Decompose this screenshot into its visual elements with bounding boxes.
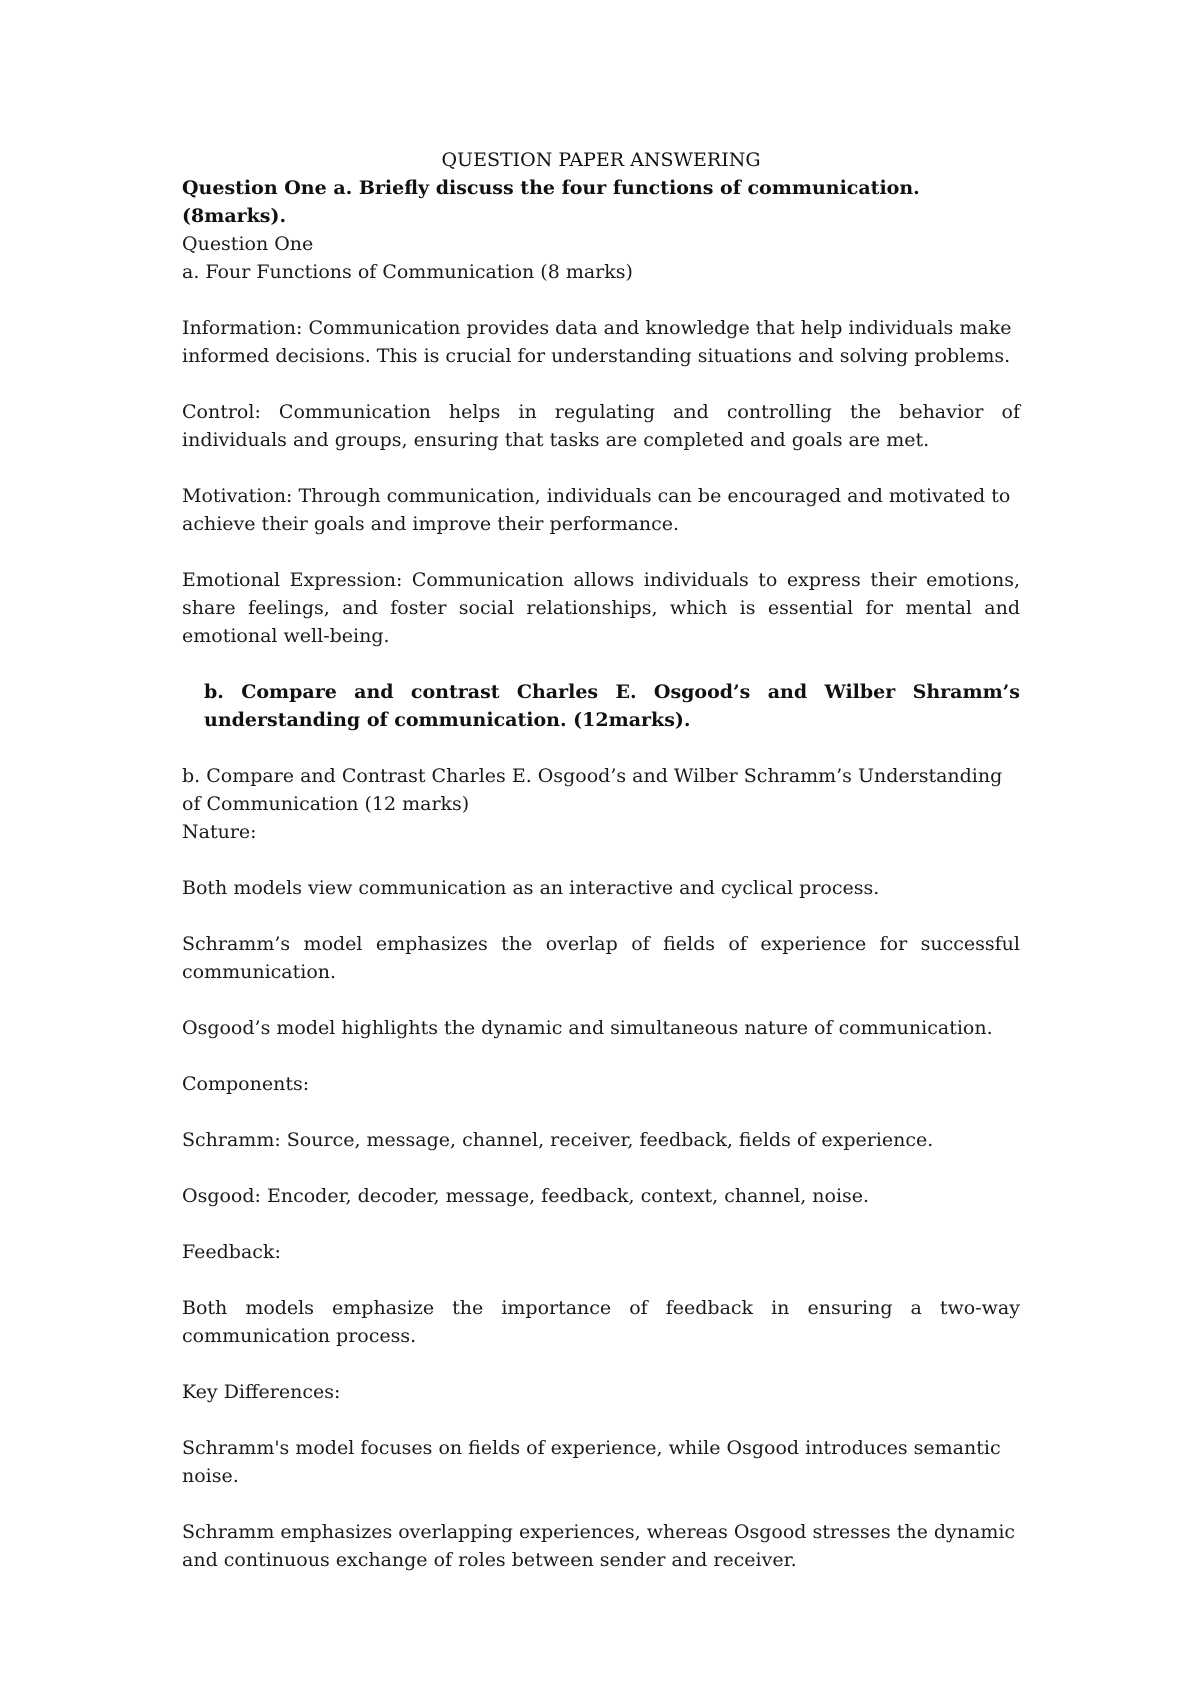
paragraph-feedback: Both models emphasize the importance of feedback in ensuring a two-way communication process. — [182, 1297, 1020, 1347]
paragraph-control: Control: Communication helps in regulating and controlling the behavior of individuals and groups, ensuring that tasks are completed and goals are met. — [182, 401, 1020, 451]
nature-label: Nature: — [182, 821, 257, 843]
paragraph-both-models: Both models view communication as an interactive and cyclical process. — [182, 877, 880, 899]
question-one-heading: Question One a. Briefly discuss the four functions of communication. (8marks). — [182, 177, 920, 227]
question-one-b-heading: b. Compare and contrast Charles E. Osgood’s and Wilber Shramm’s understanding of communication. (12marks). — [204, 681, 1020, 731]
paragraph-motivation: Motivation: Through communication, individuals can be encouraged and motivated to achieve their goals and improve their performance. — [182, 485, 1011, 535]
feedback-label: Feedback: — [182, 1241, 281, 1263]
question-one-b-label: b. Compare and Contrast Charles E. Osgood’s and Wilber Schramm’s Understanding of Communication (12 marks) — [182, 765, 1003, 815]
document-title: QUESTION PAPER ANSWERING — [441, 149, 761, 171]
document-body — [182, 146, 1020, 1574]
paragraph-difference-2: Schramm emphasizes overlapping experiences, whereas Osgood stresses the dynamic and continuous exchange of roles between sender and receiver. — [182, 1521, 1016, 1571]
paragraph-schramm-components: Schramm: Source, message, channel, receiver, feedback, fields of experience. — [182, 1129, 934, 1151]
question-one-label: Question One — [182, 233, 314, 255]
paragraph-difference-1: Schramm's model focuses on fields of experience, while Osgood introduces semantic noise. — [182, 1437, 1001, 1487]
paragraph-osgood-components: Osgood: Encoder, decoder, message, feedback, context, channel, noise. — [182, 1185, 870, 1207]
question-one-a-label: a. Four Functions of Communication (8 marks) — [182, 261, 633, 283]
components-label: Components: — [182, 1073, 310, 1095]
paragraph-schramm-overlap: Schramm’s model emphasizes the overlap of fields of experience for successful communication. — [182, 933, 1020, 983]
paragraph-emotional-expression: Emotional Expression: Communication allows individuals to express their emotions, share feelings, and foster social relationships, which is essential for mental and emotional well-being. — [182, 569, 1020, 647]
key-differences-label: Key Differences: — [182, 1381, 341, 1403]
paragraph-information: Information: Communication provides data and knowledge that help individuals make informed decisions. This is crucial for understanding situations and solving problems. — [182, 317, 1012, 367]
paragraph-osgood-dynamic: Osgood’s model highlights the dynamic and simultaneous nature of communication. — [182, 1017, 993, 1039]
